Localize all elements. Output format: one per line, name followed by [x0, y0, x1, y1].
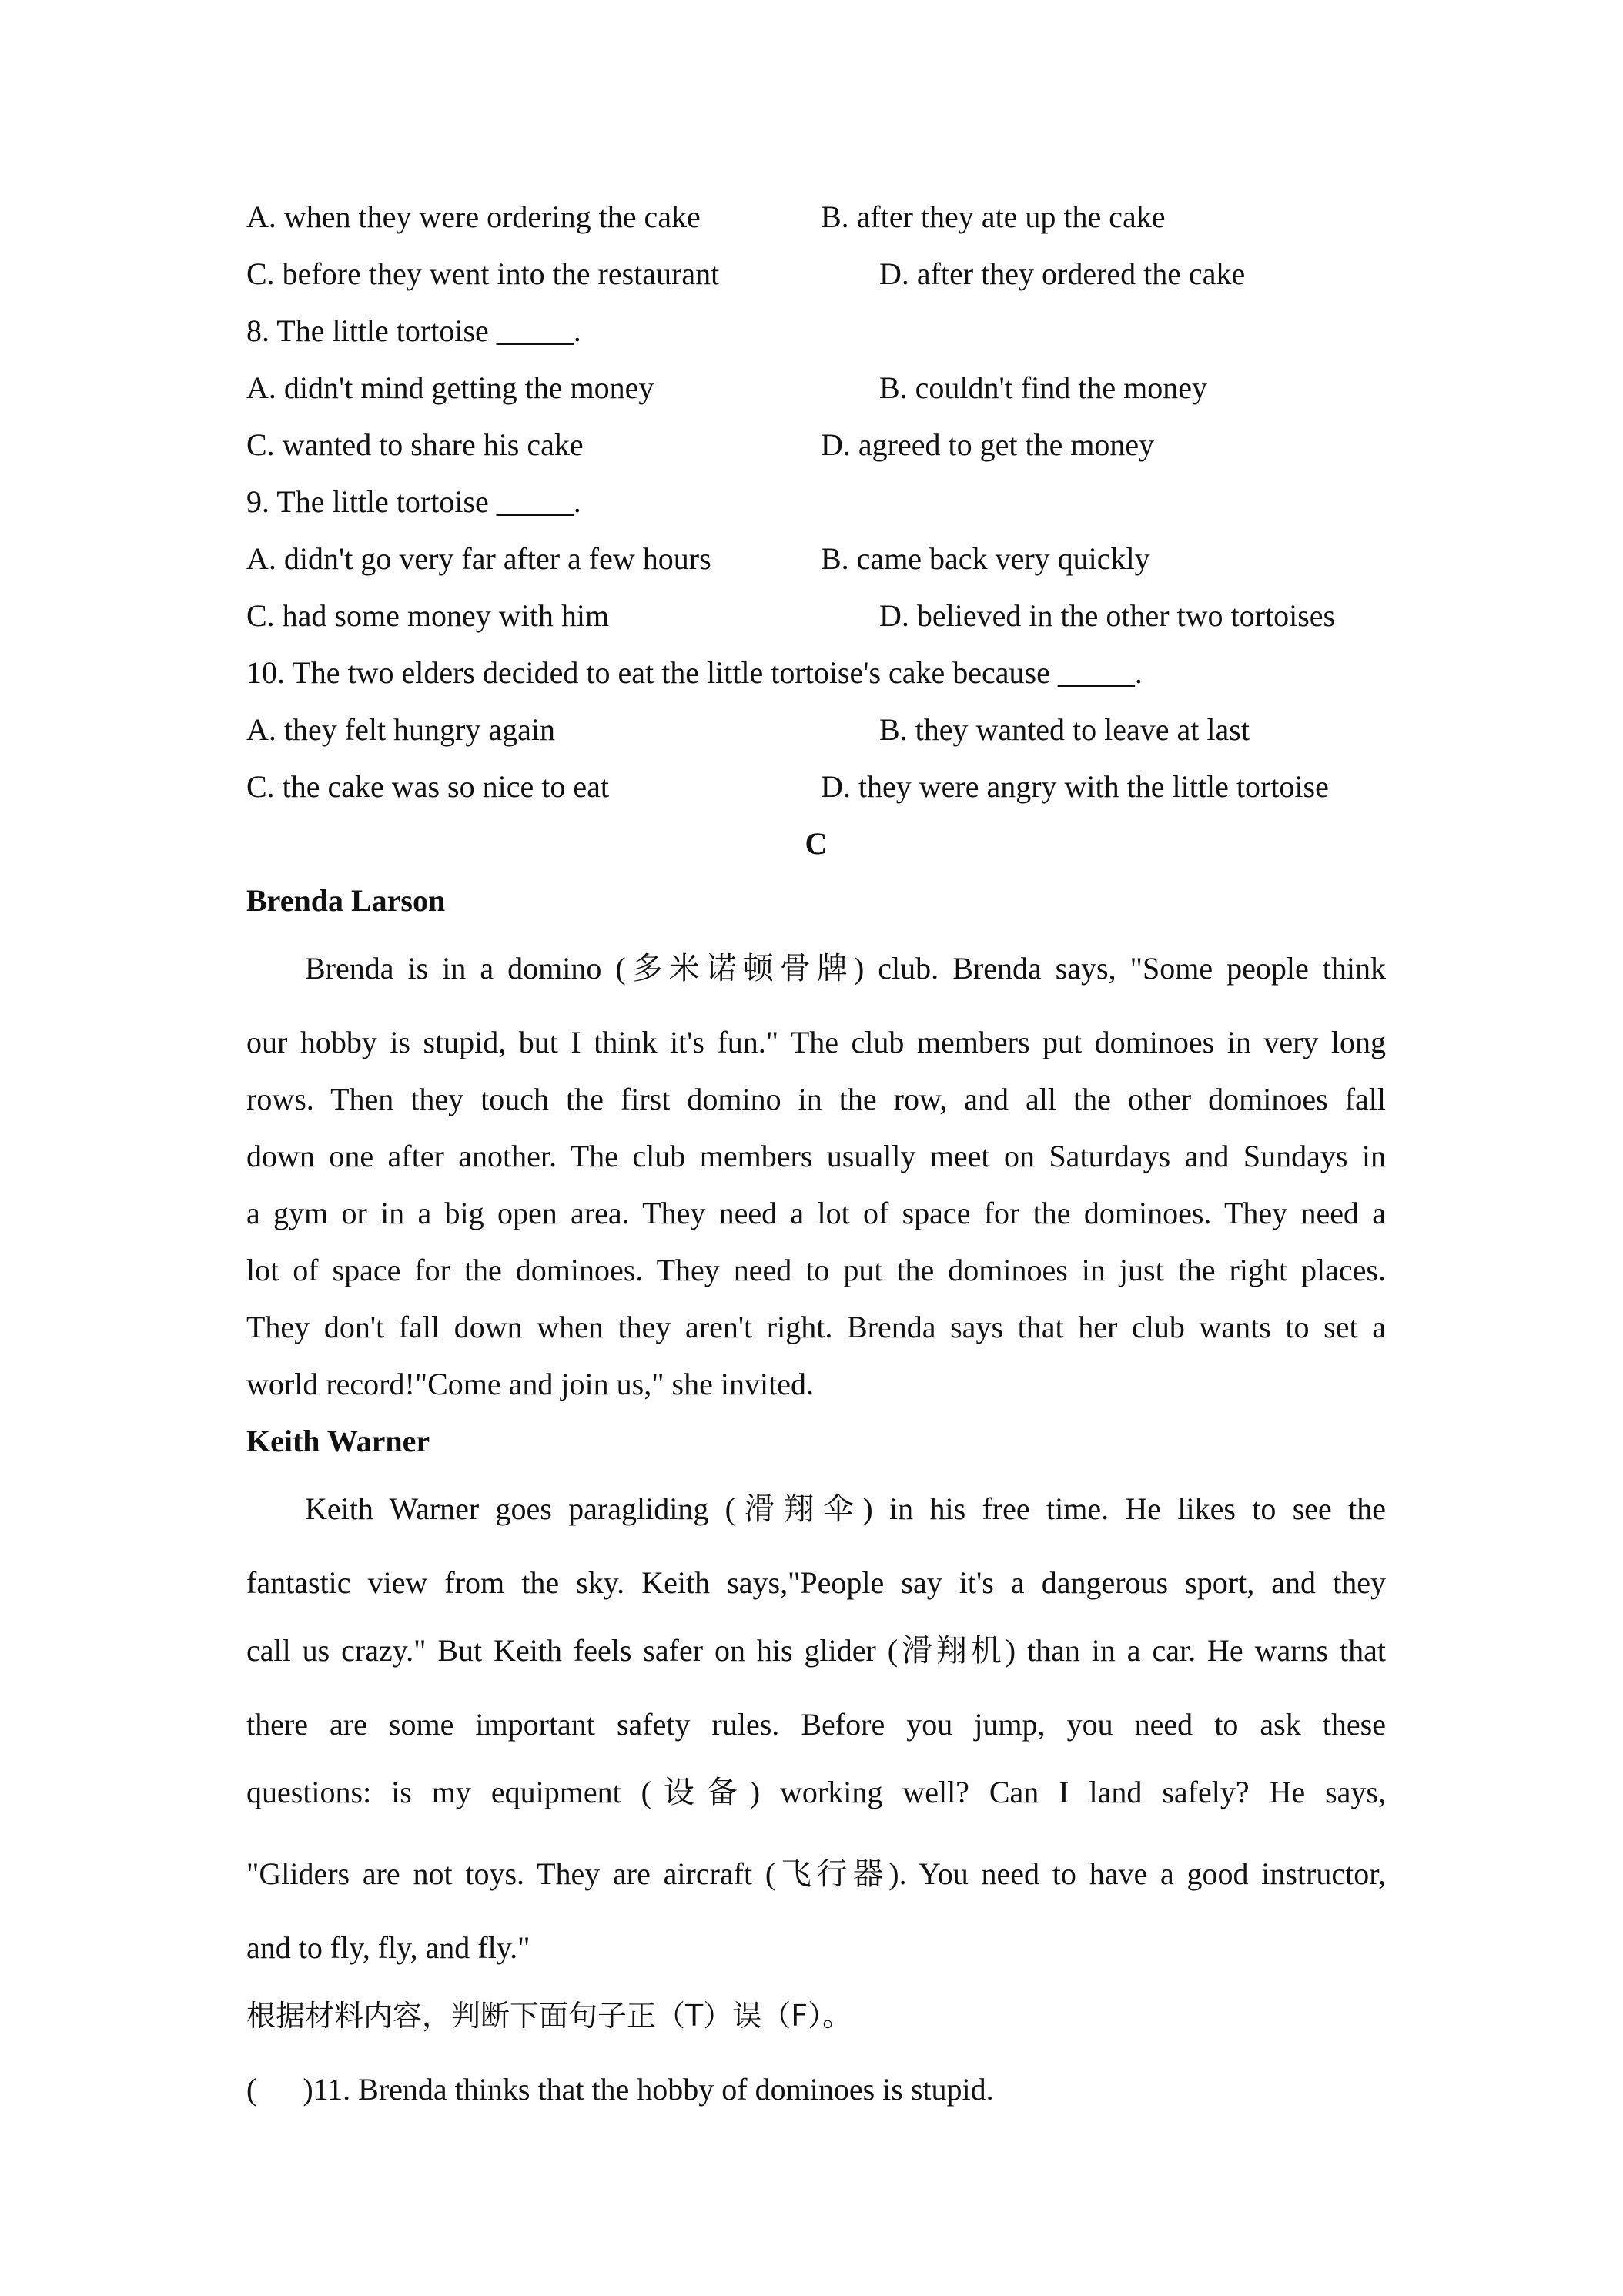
option-c: C. had some money with him: [246, 598, 610, 633]
section-c-heading: C: [805, 826, 828, 861]
brenda-line-8: world record!"Come and join us," she invited.: [246, 1367, 814, 1401]
brenda-title: Brenda Larson: [246, 883, 446, 918]
option-d: D. believed in the other two tortoises: [879, 598, 1336, 633]
option-a: A. didn't go very far after a few hours: [246, 541, 711, 576]
keith-line-5: questions: is my equipment (设备) working well? Can I land safely? He says,: [246, 1775, 1386, 1809]
option-b: B. couldn't find the money: [879, 370, 1208, 405]
option-a: A. they felt hungry again: [246, 712, 555, 747]
option-d: D. they were angry with the little tortoise: [821, 769, 1329, 804]
option-b: B. they wanted to leave at last: [879, 712, 1250, 747]
judgement-instruction: 根据材料内容，判断下面句子正（T）误（F）。: [246, 1999, 852, 2033]
option-b: B. after they ate up the cake: [821, 199, 1166, 234]
keith-line-7: and to fly, fly, and fly.": [246, 1930, 530, 1965]
keith-title: Keith Warner: [246, 1424, 430, 1458]
option-d: D. after they ordered the cake: [879, 256, 1246, 291]
keith-line-4: there are some important safety rules. Before you jump, you need to ask these: [246, 1707, 1386, 1742]
keith-line-3: call us crazy." But Keith feels safer on his glider (滑翔机) than in a car. He warns that: [246, 1633, 1386, 1668]
brenda-line-4: down one after another. The club members usually meet on Saturdays and Sundays in: [246, 1139, 1386, 1173]
brenda-line-3: rows. Then they touch the first domino in the row, and all the other dominoes fall: [246, 1082, 1386, 1116]
option-b: B. came back very quickly: [821, 541, 1150, 576]
brenda-line-5: a gym or in a big open area. They need a lot of space for the dominoes. They need a: [246, 1196, 1386, 1230]
brenda-line-2: our hobby is stupid, but I think it's fun." The club members put dominoes in very long: [246, 1025, 1386, 1059]
question-9-stem: 9. The little tortoise _____.: [246, 484, 581, 519]
option-c: C. the cake was so nice to eat: [246, 769, 609, 804]
option-c: C. before they went into the restaurant: [246, 256, 720, 291]
question-8-stem: 8. The little tortoise _____.: [246, 313, 581, 348]
question-10-stem: 10. The two elders decided to eat the little tortoise's cake because _____.: [246, 655, 1143, 690]
brenda-line-1: Brenda is in a domino (多米诺顿骨牌) club. Brenda says, "Some people think: [305, 951, 1386, 986]
brenda-line-7: They don't fall down when they aren't right. Brenda says that her club wants to set a: [246, 1310, 1386, 1344]
keith-line-6: "Gliders are not toys. They are aircraft (飞行器). You need to have a good instructor,: [246, 1856, 1386, 1891]
option-a: A. didn't mind getting the money: [246, 370, 654, 405]
question-11: ( )11. Brenda thinks that the hobby of dominoes is stupid.: [246, 2072, 994, 2107]
keith-line-2: fantastic view from the sky. Keith says,"People say it's a dangerous sport, and they: [246, 1565, 1386, 1600]
option-d: D. agreed to get the money: [821, 427, 1155, 462]
brenda-line-6: lot of space for the dominoes. They need to put the dominoes in just the right places.: [246, 1253, 1386, 1287]
option-c: C. wanted to share his cake: [246, 427, 584, 462]
option-a: A. when they were ordering the cake: [246, 199, 701, 234]
keith-line-1: Keith Warner goes paragliding (滑翔伞) in his free time. He likes to see the: [305, 1491, 1386, 1526]
